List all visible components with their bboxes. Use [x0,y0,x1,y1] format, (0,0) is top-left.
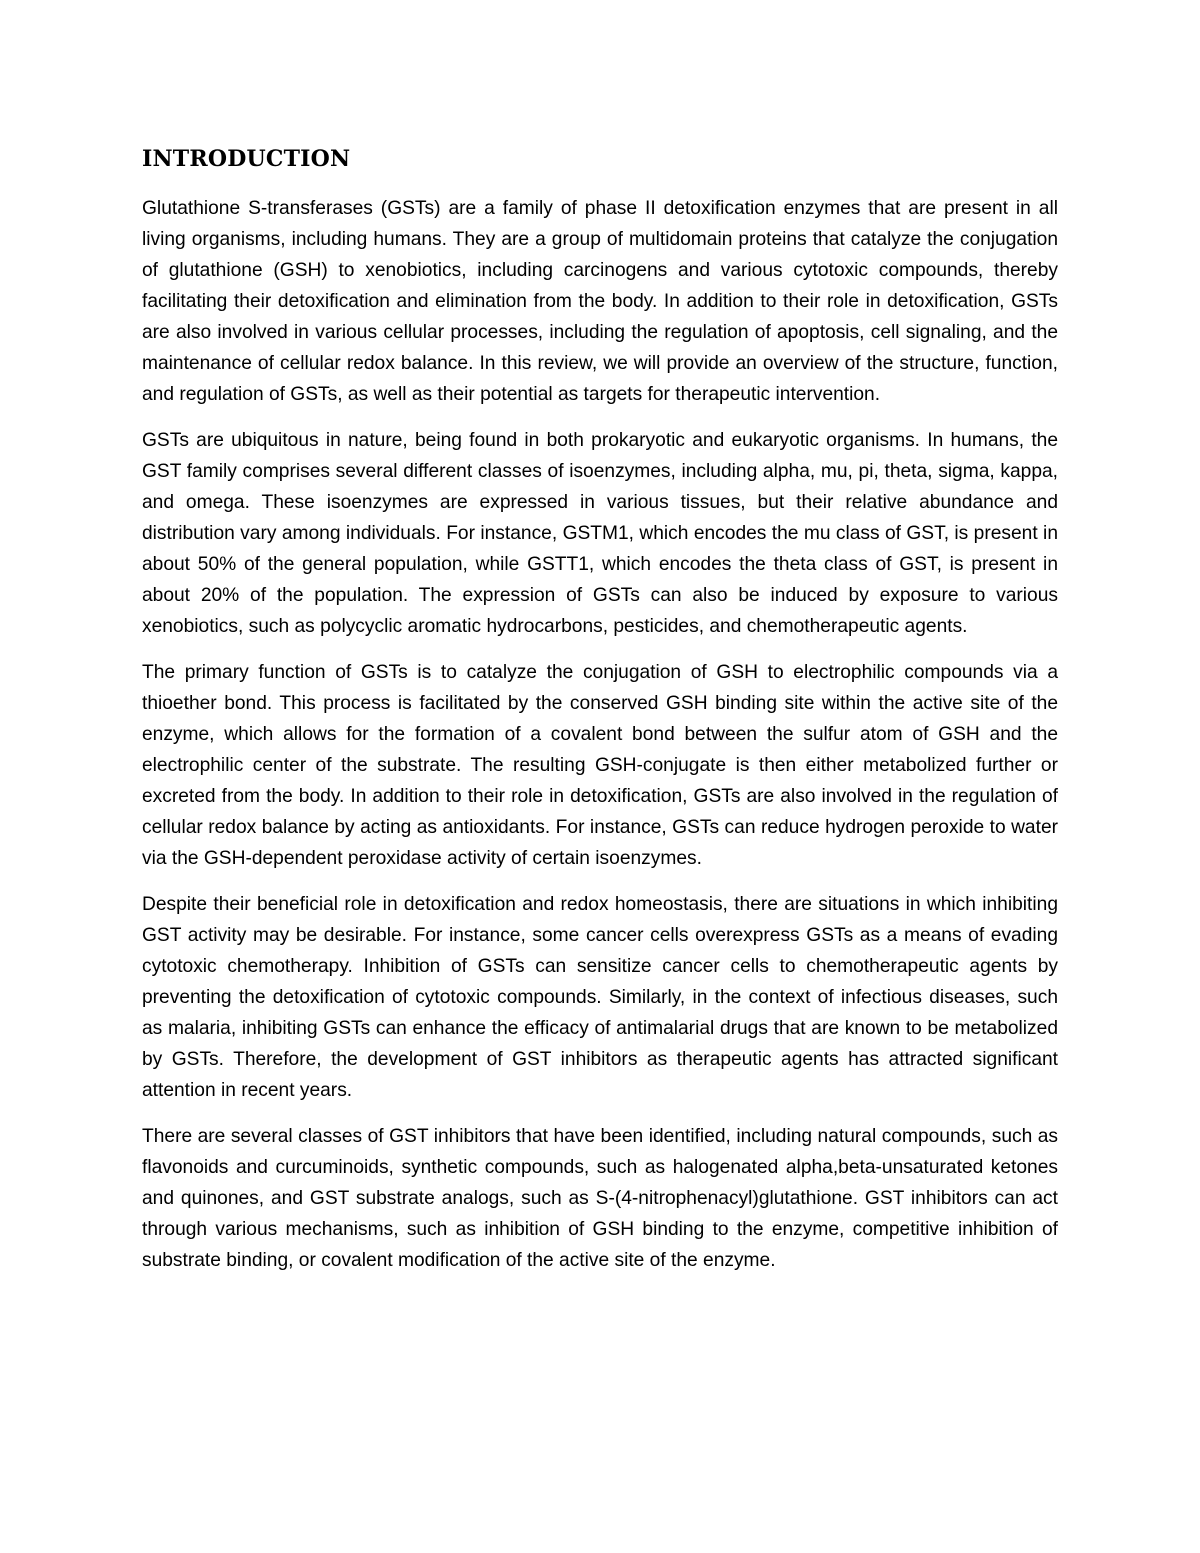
document-body [142,143,1058,1291]
paragraph-5: There are several classes of GST inhibitors that have been identified, including natural compounds, such as flavonoids and curcuminoids, synthetic compounds, such as halogenated alpha,beta-unsaturated ketones and quinones, and GST substrate analogs, such as S-(4-nitrophenacyl)glutathione. GST inhibitors can act through various mechanisms, such as inhibition of GSH binding to the enzyme, competitive inhibition of substrate binding, or covalent modification of the active site of the enzyme. [142,1126,1058,1271]
paragraph-2: GSTs are ubiquitous in nature, being found in both prokaryotic and eukaryotic organisms. In humans, the GST family comprises several different classes of isoenzymes, including alpha, mu, pi, theta, sigma, kappa, and omega. These isoenzymes are expressed in various tissues, but their relative abundance and distribution vary among individuals. For instance, GSTM1, which encodes the mu class of GST, is present in about 50% of the general population, while GSTT1, which encodes the theta class of GST, is present in about 20% of the population. The expression of GSTs can also be induced by exposure to various xenobiotics, such as polycyclic aromatic hydrocarbons, pesticides, and chemotherapeutic agents. [142,430,1058,637]
section-heading: INTRODUCTION [142,146,351,172]
paragraph-4: Despite their beneficial role in detoxification and redox homeostasis, there are situations in which inhibiting GST activity may be desirable. For instance, some cancer cells overexpress GSTs as a means of evading cytotoxic chemotherapy. Inhibition of GSTs can sensitize cancer cells to chemotherapeutic agents by preventing the detoxification of cytotoxic compounds. Similarly, in the context of infectious diseases, such as malaria, inhibiting GSTs can enhance the efficacy of antimalarial drugs that are known to be metabolized by GSTs. Therefore, the development of GST inhibitors as therapeutic agents has attracted significant attention in recent years. [142,894,1058,1101]
paragraph-3: The primary function of GSTs is to catalyze the conjugation of GSH to electrophilic compounds via a thioether bond. This process is facilitated by the conserved GSH binding site within the active site of the enzyme, which allows for the formation of a covalent bond between the sulfur atom of GSH and the electrophilic center of the substrate. The resulting GSH-conjugate is then either metabolized further or excreted from the body. In addition to their role in detoxification, GSTs are also involved in the regulation of cellular redox balance by acting as antioxidants. For instance, GSTs can reduce hydrogen peroxide to water via the GSH-dependent peroxidase activity of certain isoenzymes. [142,662,1058,869]
paragraph-1: Glutathione S-transferases (GSTs) are a family of phase II detoxification enzymes that are present in all living organisms, including humans. They are a group of multidomain proteins that catalyze the conjugation of glutathione (GSH) to xenobiotics, including carcinogens and various cytotoxic compounds, thereby facilitating their detoxification and elimination from the body. In addition to their role in detoxification, GSTs are also involved in various cellular processes, including the regulation of apoptosis, cell signaling, and the maintenance of cellular redox balance. In this review, we will provide an overview of the structure, function, and regulation of GSTs, as well as their potential as targets for therapeutic intervention. [142,198,1058,405]
